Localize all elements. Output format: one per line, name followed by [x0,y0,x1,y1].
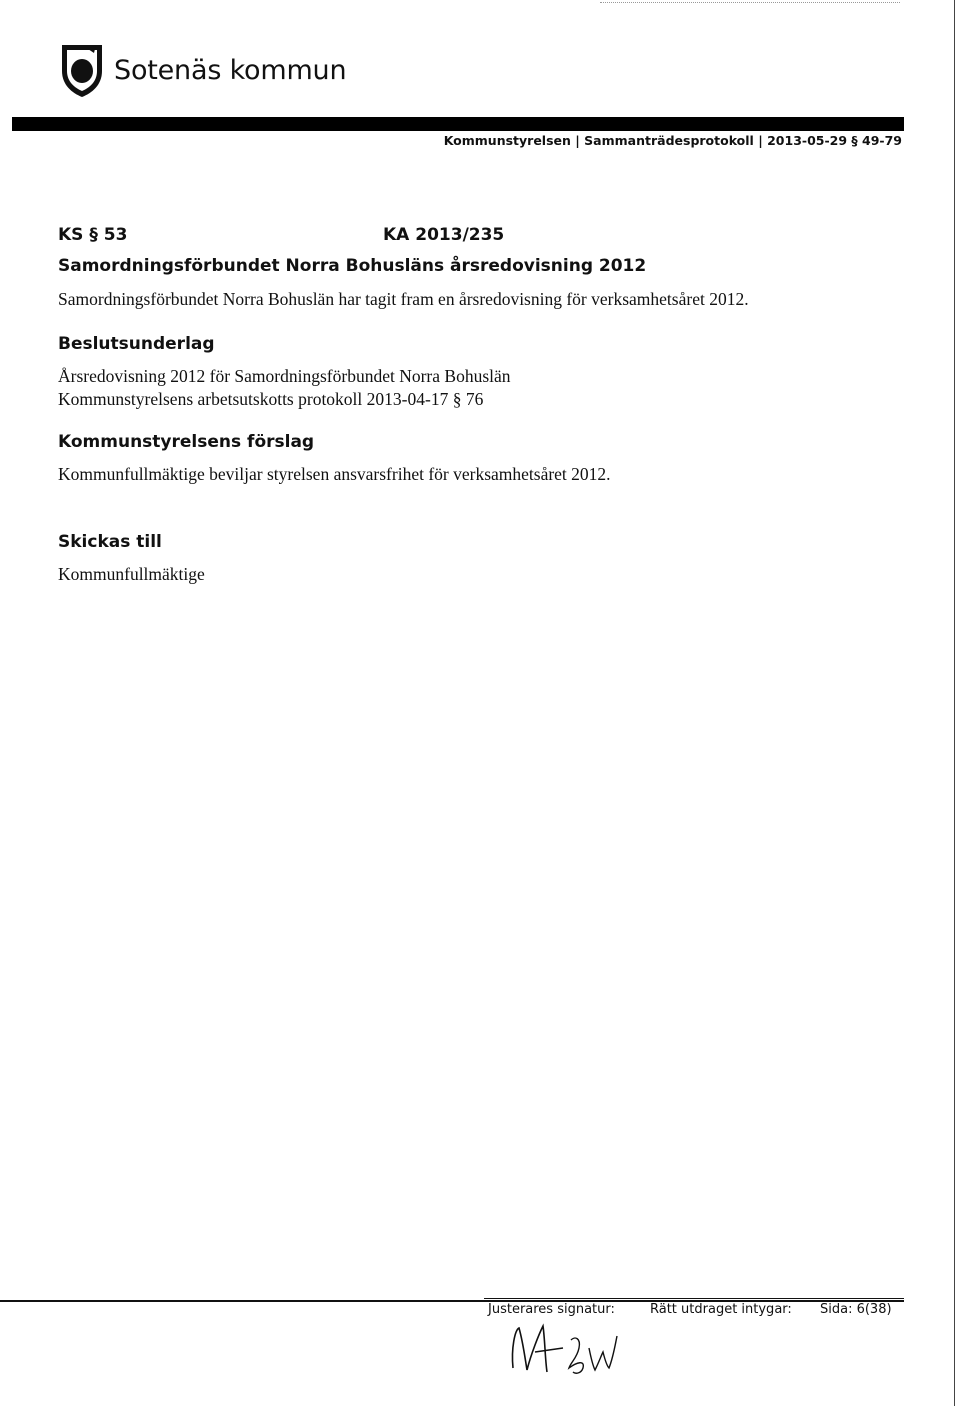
skickas-text: Kommunfullmäktige [58,564,205,584]
case-title: Samordningsförbundet Norra Bohusläns årsredovisning 2012 [58,256,647,276]
header-logo [58,40,346,100]
forslag-text: Kommunfullmäktige beviljar styrelsen ansvarsfrihet för verksamhetsåret 2012. [58,464,611,484]
scan-edge-mark [600,2,900,4]
municipality-shield-icon [58,41,106,99]
protocol-meta: Kommunstyrelsen | Sammanträdesprotokoll | 2013-05-29 § 49-79 [443,133,902,148]
beslutsunderlag-line: Årsredovisning 2012 för Samordningsförbundet Norra Bohuslän [58,366,511,386]
case-ka-number: KA 2013/235 [383,225,505,245]
org-name: Sotenäs kommun [114,54,347,86]
footer-rule-top [484,1298,904,1299]
page-edge-line [954,0,955,1406]
header-bar [12,117,904,131]
footer-page-number: Sida: 6(38) [820,1302,892,1317]
handwritten-signature [505,1318,625,1378]
beslutsunderlag-line: Kommunstyrelsens arbetsutskotts protokoll 2013-04-17 § 76 [58,389,484,409]
section-heading-beslutsunderlag: Beslutsunderlag [58,334,215,354]
footer-ratt-utdraget-label: Rätt utdraget intygar: [650,1302,792,1317]
section-heading-skickas: Skickas till [58,532,162,552]
case-intro: Samordningsförbundet Norra Bohuslän har tagit fram en årsredovisning för verksamhetsåret 2012. [58,289,749,309]
case-ks-number: KS § 53 [58,225,128,245]
footer-justerares-label: Justerares signatur: [488,1302,615,1317]
section-heading-forslag: Kommunstyrelsens förslag [58,432,315,452]
